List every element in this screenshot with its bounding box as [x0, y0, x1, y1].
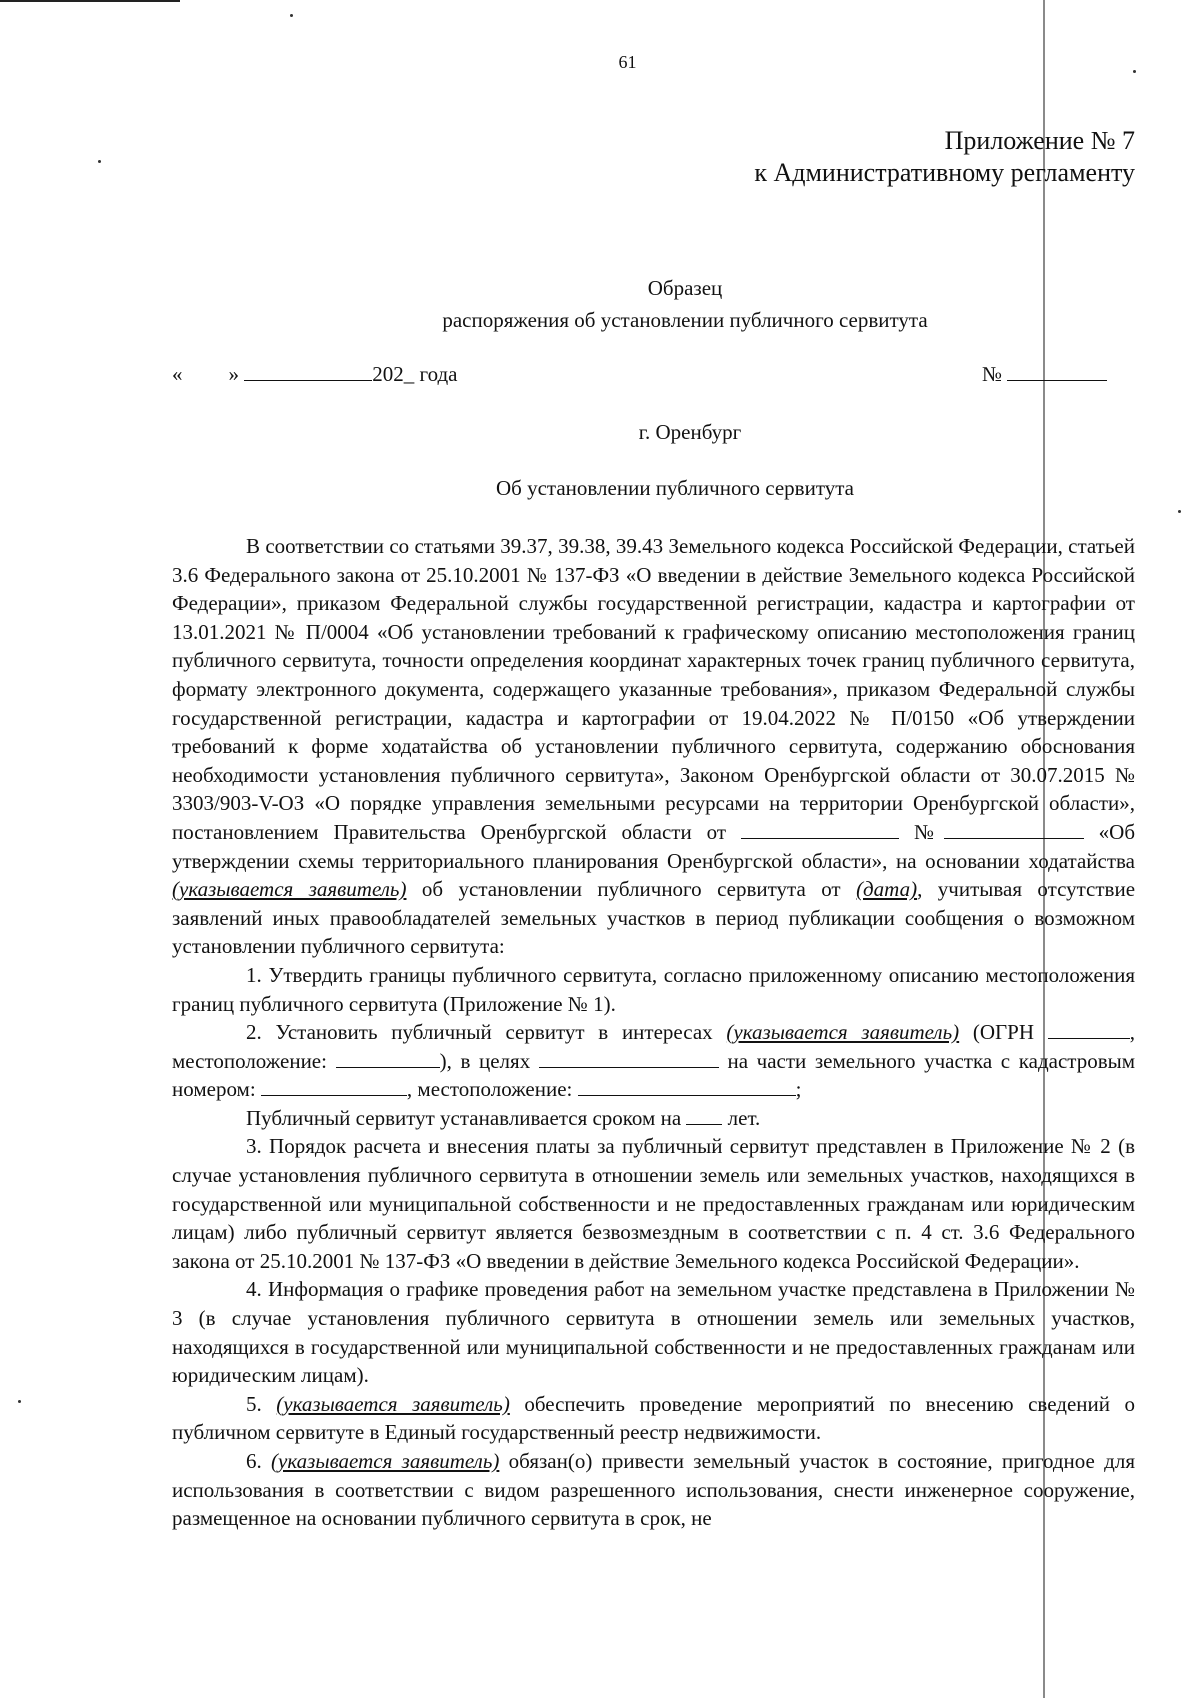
scan-speck [98, 160, 101, 163]
page-number: 61 [618, 52, 637, 72]
appendix-label [754, 125, 1135, 189]
intro-paragraph: В соответствии со статьями 39.37, 39.38, 39.43 Земельного кодекса Российской Федерации, статьей 3.6 Федерального закона от 25.10.2001 № 137-ФЗ «О введении в действие Земельного кодекса Российской Федерации», приказом Федеральной службы государственной регистрации, кадастра и картографии от 13.01.2021 № П/0004 «Об установлении требований к графическому описанию местоположения границ публичного сервитута, точности определения координат характерных точек границ публичного сервитута, формату электронного документа, содержащего указанные требования», приказом Федеральной службы государственной регистрации, кадастра и картографии от 19.04.2022 № П/0150 «Об утверждении требований к форме ходатайства об установлении публичного сервитута, содержанию обоснования необходимости установления публичного сервитута», Законом Оренбургской области от 30.07.2015 № 3303/903-V-ОЗ «О порядке управления земельными ресурсами на территории Оренбургской области», постановлением Правительства Оренбургской области от № «Об утверждении схемы территориального планирования Оренбургской области», на основании ходатайства (указывается заявитель) об установлении публичного сервитута от (дата), учитывая отсутствие заявлений иных правообладателей земельных участков в период публикации сообщения о возможном установлении публичного сервитута: [172, 534, 1136, 959]
date-line [172, 362, 458, 387]
title-sample: Образец [647, 276, 723, 300]
title-description: распоряжения об установлении публичного сервитута [442, 308, 928, 332]
document-subject: Об установлении публичного сервитута [495, 476, 854, 500]
ogrn-blank [1048, 1037, 1130, 1039]
term-line: Публичный сервитут устанавливается сроком на лет. [246, 1105, 761, 1130]
year-text: 202_ года [372, 362, 458, 386]
applicant-placeholder: (указывается заявитель) [276, 1391, 510, 1416]
appendix-number: Приложение № 7 [944, 126, 1135, 155]
scan-speck [1178, 510, 1181, 513]
scan-speck [290, 14, 293, 17]
close-quote: » [228, 362, 239, 386]
parcel-location-blank [578, 1094, 796, 1096]
item-4: 4. Информация о графике проведения работ на земельном участке представлена в Приложении № 3 (в случае установления публичного сервитута в отношении земель или земельных участков, находящихся в государственной или муниципальной собственности и не предоставленных гражданам или юридическим лицам). [172, 1277, 1135, 1388]
document-body [172, 532, 1135, 1533]
month-blank [244, 379, 372, 381]
document-number-line [982, 362, 1107, 387]
purpose-blank [539, 1066, 719, 1068]
date-placeholder: (дата) [856, 877, 918, 902]
item-1: 1. Утвердить границы публичного сервитута, согласно приложенному описанию местоположения границ публичного сервитута (Приложение № 1). [172, 962, 1135, 1016]
item-2: 2. Установить публичный сервитут в интересах (указывается заявитель) (ОГРН , местоположение: ), в целях на части земельного участка с кадастровым номером: , местоположение: ; [172, 1020, 1136, 1102]
number-blank [1007, 379, 1107, 381]
scan-top-rule [0, 0, 180, 2]
cadastral-number-blank [261, 1094, 407, 1096]
item-5: 5. (указывается заявитель) обеспечить проведение мероприятий по внесению сведений о публичном сервитуте в Единый государственный реестр недвижимости. [172, 1391, 1135, 1445]
scan-speck [18, 1400, 21, 1403]
applicant-placeholder: (указывается заявитель) [172, 877, 407, 902]
open-quote: « [172, 362, 183, 386]
document-title [385, 272, 985, 336]
term-blank [686, 1123, 722, 1125]
resolution-number-blank [944, 837, 1084, 839]
city: г. Оренбург [638, 420, 742, 444]
location-blank [336, 1066, 440, 1068]
resolution-date-blank [741, 837, 899, 839]
applicant-placeholder: (указывается заявитель) [271, 1449, 500, 1473]
applicant-placeholder: (указывается заявитель) [726, 1020, 960, 1045]
number-sign: № [982, 362, 1003, 386]
appendix-reference: к Административному регламенту [754, 158, 1135, 187]
item-6: 6. (указывается заявитель) обязан(о) привести земельный участок в состояние, пригодное для использования в соответствии с видом разрешенного использования, снести инженерное сооружение, размещенное на основании публичного сервитута в срок, не [172, 1449, 1135, 1531]
item-3: 3. Порядок расчета и внесения платы за публичный сервитут представлен в Приложение № 2 (в случае установления публичного сервитута в отношении земель или земельных участков, находящихся в государственной или муниципальной собственности и не предоставленных гражданам или юридическим лицам) либо публичный сервитут является безвозмездным в соответствии с п. 4 ст. 3.6 Федерального закона от 25.10.2001 № 137-ФЗ «О введении в действие Земельного кодекса Российской Федерации». [172, 1134, 1135, 1273]
